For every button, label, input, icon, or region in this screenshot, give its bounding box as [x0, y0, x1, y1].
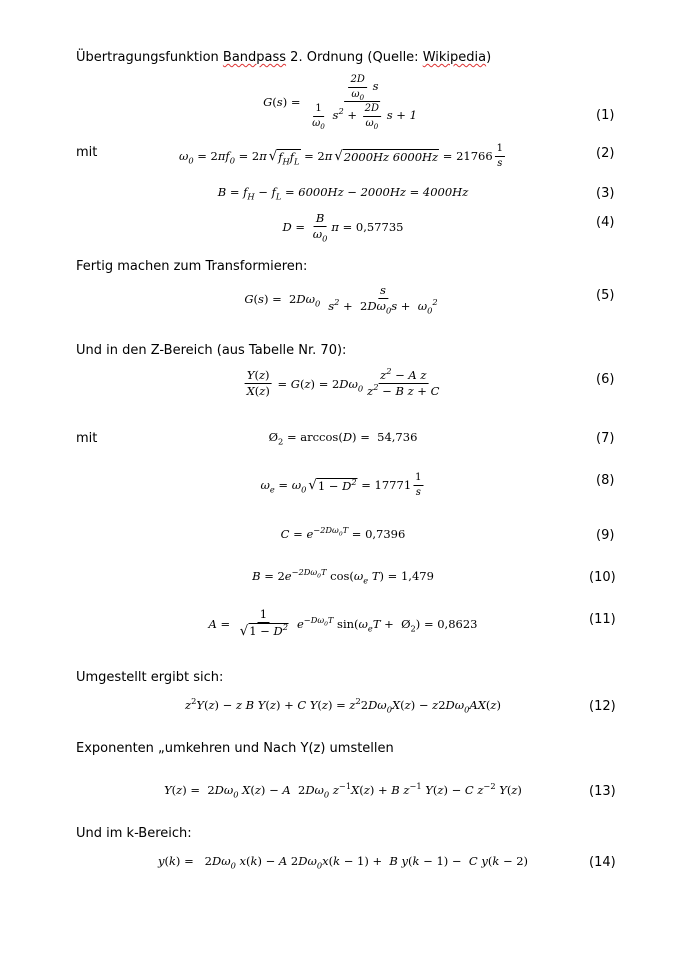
- equation-number: (1): [596, 108, 615, 123]
- b-value: 1,479: [400, 569, 434, 583]
- equation-number: (3): [596, 186, 615, 201]
- equation-number: (11): [589, 612, 616, 627]
- text-k-bereich: Und im k-Bereich:: [76, 826, 192, 841]
- equation-number: (5): [596, 288, 615, 303]
- equation-11: A = $\frac{1}{√1 - D^2}$ $e^{-D\omega_0T}$ sin( $\omega_eT$ + $Ø_2$) = 0,8623: [208, 607, 478, 640]
- equation-10: B = 2 $e^{-2D\omega_0T}$ cos( $\omega_e$ T ) = 1,479: [252, 567, 434, 586]
- text-z-bereich: Und in den Z-Bereich (aus Tabelle Nr. 70):: [76, 343, 347, 358]
- text-umgestellt: Umgestellt ergibt sich:: [76, 670, 224, 685]
- equation-9: C = $e^{-2D\omega_0T}$ = 0,7396: [280, 525, 406, 541]
- title-part: Übertragungsfunktion: [76, 50, 223, 65]
- title-part: 2. Ordnung (Quelle:: [286, 50, 423, 65]
- equation-number: (8): [596, 473, 615, 488]
- equation-3: B = $f_H$ − $f_L$ = 6000Hz − 2000Hz = 4000Hz: [217, 185, 469, 202]
- phi2-value: 54,736: [377, 430, 418, 444]
- label-mit: mit: [76, 145, 98, 160]
- bandwidth-value: 4000Hz: [422, 185, 469, 199]
- document-title: [76, 50, 491, 65]
- equation-number: (9): [596, 528, 615, 543]
- damping-value: 0,57735: [355, 219, 404, 234]
- equation-5: G ( s ) = 2 $D\omega_0$ $\frac{s}{s^2 + 2D\omega_0s + \omega_0^2}$: [244, 283, 438, 316]
- text-exponenten: Exponenten „umkehren und Nach Y(z) umstellen: [76, 741, 394, 756]
- equation-8: $\omega_e$ = $\omega_0$ √ $1 - D^2$ = 17771 $\frac{1}{s}$: [260, 472, 422, 498]
- equation-12: $z^2Y$ ( z ) − z B Y ( z ) + C Y ( z ) = $z^2$ 2 $D\omega_0X$ ( z ) − z 2 $D\omega_0AX$ ( z ): [185, 696, 501, 715]
- equation-number: (12): [589, 699, 616, 714]
- equation-number: (10): [589, 570, 616, 585]
- label-mit: mit: [76, 431, 98, 446]
- f-high-value: 6000Hz: [298, 185, 344, 199]
- a-value: 0,8623: [437, 616, 478, 631]
- title-part: ): [486, 50, 492, 65]
- sqrt-argument: 2000Hz 6000Hz: [343, 149, 439, 164]
- title-word-bandpass: Bandpass: [222, 50, 287, 65]
- equation-7: $Ø_2 = \arccos$( D ) = 54,736: [268, 430, 418, 447]
- equation-number: (6): [596, 372, 615, 387]
- equation-14: y ( k ) = 2 $D\omega_0$ x ( k ) − A 2 $D\omega_0x$ ( k − 1) + B y ( k − 1) − C y ( k − 2): [157, 854, 529, 871]
- equation-2: $\omega_0$ = 2 $\pi f_0$ = 2 π √ $f_Hf_L$ = 2 π √ 2000Hz 6000Hz = 21766 $\frac{1}{s}$: [178, 143, 504, 169]
- c-value: 0,7396: [365, 527, 406, 541]
- omega-e-value: 17771: [374, 478, 412, 492]
- equation-1: G ( s ) = $\frac{2D}{\omega_0}$ s $\frac{1}{\omega_0}$ $s^2$ + $\frac{2D}{\omega_0}$ s + 1: [263, 74, 417, 131]
- equation-number: (13): [589, 784, 616, 799]
- text-fertig: Fertig machen zum Transformieren:: [76, 259, 308, 274]
- equation-number: (7): [596, 431, 615, 446]
- equation-number: (4): [596, 215, 615, 230]
- equation-number: (14): [589, 855, 616, 870]
- omega0-value: 21766: [456, 149, 493, 163]
- f-low-value: 2000Hz: [360, 185, 406, 199]
- equation-number: (2): [596, 146, 615, 161]
- title-word-wikipedia: Wikipedia: [422, 50, 487, 65]
- equation-6: $\frac{Y(z)}{X(z)}$ = G ( z ) = 2 $D\omega_0$ $\frac{z^2 - A z}{z^2 - B z + C}$: [246, 366, 440, 399]
- equation-13: Y ( z ) = 2 $D\omega_0$ X ( z ) − A 2 $D\omega_0$ $z^{-1}X$ ( z ) + B $z^{-1}$ Y ( z ) − C $z^{-2}$ Y ( z ): [164, 781, 522, 800]
- equation-4: D = $\frac{B}{\omega_0}$ π = 0,57735: [282, 211, 404, 244]
